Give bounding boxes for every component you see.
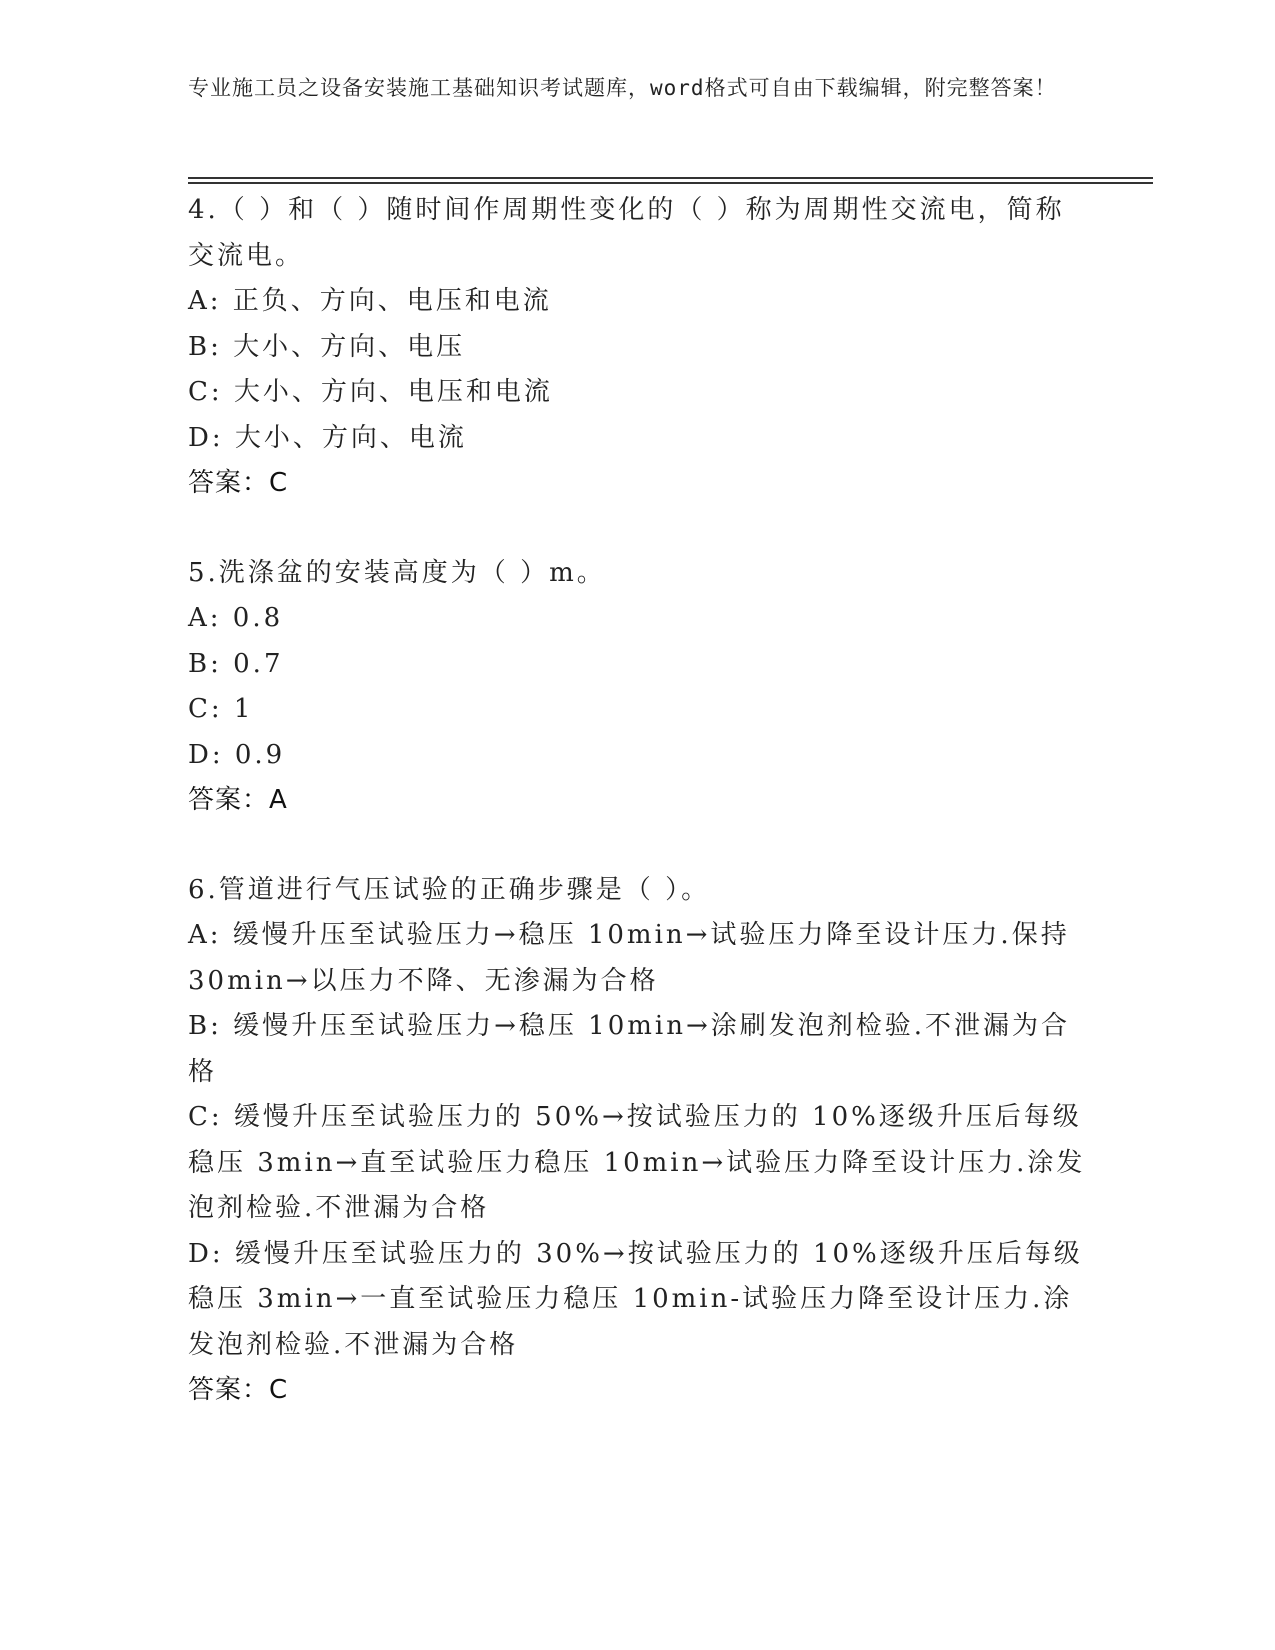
option-b: B: 缓慢升压至试验压力→稳压 10min→涂刷发泡剂检验.不泄漏为合格 <box>188 1011 1071 1087</box>
answer: 答案：C <box>188 468 289 498</box>
question-4 <box>188 188 1088 507</box>
option-a: A: 缓慢升压至试验压力→稳压 10min→试验压力降至设计压力.保持30min→以压力不降、无渗漏为合格 <box>188 920 1070 996</box>
option-b: B: 0.7 <box>188 648 284 679</box>
option-c: C: 缓慢升压至试验压力的 50%→按试验压力的 10%逐级升压后每级稳压 3min→直至试验压力稳压 10min→试验压力降至设计压力.涂发泡剂检验.不泄漏为合格 <box>188 1102 1086 1223</box>
option-a: A: 0.8 <box>188 603 284 633</box>
document-header: 专业施工员之设备安装施工基础知识考试题库，word格式可自由下载编辑，附完整答案！ <box>188 76 1057 100</box>
header-divider-top <box>188 177 1153 179</box>
option-d: D: 0.9 <box>188 739 286 770</box>
option-d: D: 大小、方向、电流 <box>188 422 467 453</box>
question-6 <box>188 868 1088 1414</box>
option-c: C: 1 <box>188 694 254 724</box>
option-c: C: 大小、方向、电压和电流 <box>188 377 553 407</box>
question-stem: 5.洗涤盆的安装高度为（ ）m。 <box>188 557 606 588</box>
option-b: B: 大小、方向、电压 <box>188 331 466 362</box>
option-a: A: 正负、方向、电压和电流 <box>188 286 552 316</box>
answer: 答案：C <box>188 1375 289 1405</box>
question-list <box>188 188 1088 1458</box>
header-divider-bottom <box>188 182 1153 184</box>
question-stem: 6.管道进行气压试验的正确步骤是（ ）。 <box>188 874 711 905</box>
question-5 <box>188 551 1088 824</box>
question-stem: 4.（ ）和（ ）随时间作周期性变化的（ ）称为周期性交流电，简称交流电。 <box>188 195 1065 271</box>
option-d: D: 缓慢升压至试验压力的 30%→按试验压力的 10%逐级升压后每级稳压 3min→一直至试验压力稳压 10min-试验压力降至设计压力.涂发泡剂检验.不泄漏为合格 <box>188 1238 1083 1360</box>
answer: 答案：A <box>188 785 288 815</box>
